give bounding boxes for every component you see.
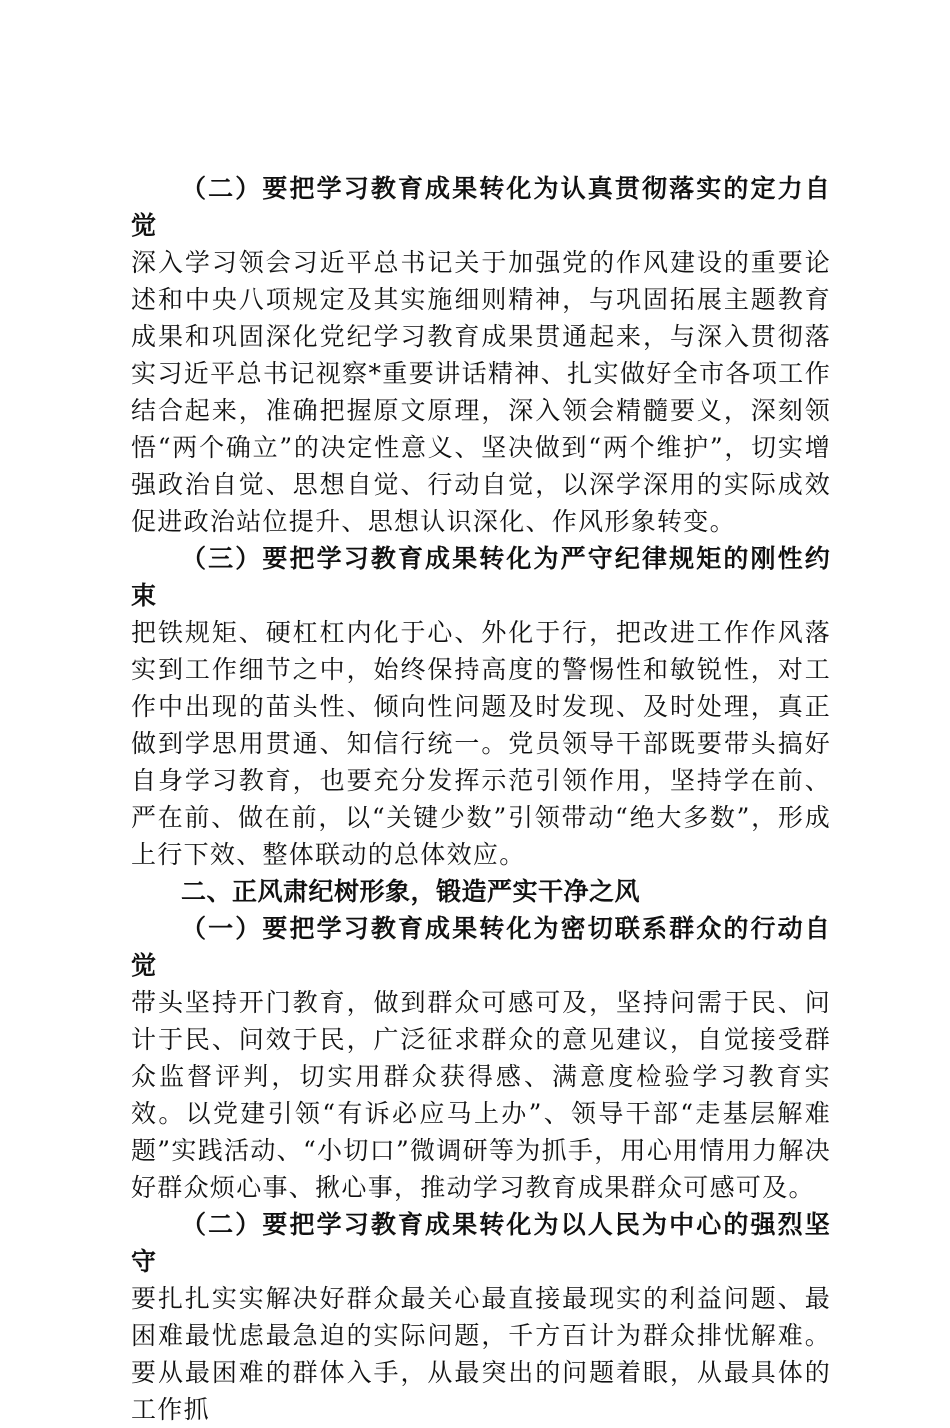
subheading-3-2: （二）要把学习教育成果转化为以人民为中心的强烈坚守 bbox=[131, 1210, 831, 1276]
document-body bbox=[131, 170, 831, 1428]
subheading-3-1: （一）要把学习教育成果转化为密切联系群众的行动自觉 bbox=[131, 914, 831, 980]
section-heading-2: 二、正风肃纪树形象，锻造严实干净之风 bbox=[181, 877, 641, 906]
paragraph-3-2: 要扎扎实实解决好群众最关心最直接最现实的利益问题、最困难最忧虑最急迫的实际问题，千方百计为群众排忧解难。要从最困难的群体入手，从最突出的问题着眼，从最具体的工作抓 bbox=[131, 1284, 831, 1424]
subheading-2-2: （二）要把学习教育成果转化为认真贯彻落实的定力自觉 bbox=[131, 174, 831, 240]
paragraph-2-3: 把铁规矩、硬杠杠内化于心、外化于行，把改进工作作风落实到工作细节之中，始终保持高度的警惕性和敏锐性，对工作中出现的苗头性、倾向性问题及时发现、及时处理，真正做到学思用贯通、知信行统一。党员领导干部既要带头搞好自身学习教育，也要充分发挥示范引领作用，坚持学在前、严在前、做在前，以“关键少数”引领带动“绝大多数”，形成上行下效、整体联动的总体效应。 bbox=[131, 618, 831, 869]
paragraph-2-2: 深入学习领会习近平总书记关于加强党的作风建设的重要论述和中央八项规定及其实施细则精神，与巩固拓展主题教育成果和巩固深化党纪学习教育成果贯通起来，与深入贯彻落实习近平总书记视察*重要讲话精神、扎实做好全市各项工作结合起来，准确把握原文原理，深入领会精髓要义，深刻领悟“两个确立”的决定性意义、坚决做到“两个维护”，切实增强政治自觉、思想自觉、行动自觉，以深学深用的实际成效促进政治站位提升、思想认识深化、作风形象转变。 bbox=[131, 248, 831, 536]
subheading-2-3: （三）要把学习教育成果转化为严守纪律规矩的刚性约束 bbox=[131, 544, 831, 610]
paragraph-3-1: 带头坚持开门教育，做到群众可感可及，坚持问需于民、问计于民、问效于民，广泛征求群众的意见建议，自觉接受群众监督评判，切实用群众获得感、满意度检验学习教育实效。以党建引领“有诉必应马上办”、领导干部“走基层解难题”实践活动、“小切口”微调研等为抓手，用心用情用力解决好群众烦心事、揪心事，推动学习教育成果群众可感可及。 bbox=[131, 988, 831, 1202]
